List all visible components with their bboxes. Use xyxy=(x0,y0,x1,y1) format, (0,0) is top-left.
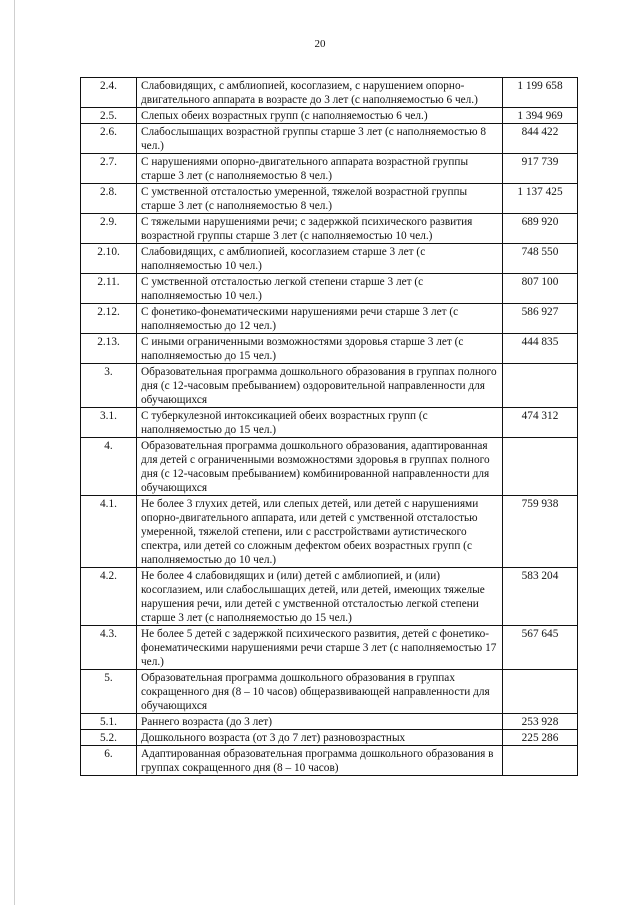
row-number: 2.10. xyxy=(81,244,137,274)
row-number: 2.9. xyxy=(81,214,137,244)
row-value: 1 199 658 xyxy=(503,78,578,108)
scan-edge-line xyxy=(14,0,15,905)
table-row xyxy=(81,626,578,670)
row-value: 586 927 xyxy=(503,304,578,334)
table-row xyxy=(81,124,578,154)
table-row xyxy=(81,438,578,496)
row-description: Слабовидящих, с амблиопией, косоглазием старше 3 лет (с наполняемостью 10 чел.) xyxy=(137,244,503,274)
table-row xyxy=(81,214,578,244)
table-row xyxy=(81,334,578,364)
row-number: 2.4. xyxy=(81,78,137,108)
row-number: 5. xyxy=(81,670,137,714)
row-number: 5.2. xyxy=(81,730,137,746)
row-number: 2.8. xyxy=(81,184,137,214)
row-description: С умственной отсталостью легкой степени старше 3 лет (с наполняемостью 10 чел.) xyxy=(137,274,503,304)
table-row xyxy=(81,730,578,746)
row-value: 253 928 xyxy=(503,714,578,730)
row-description: Не более 5 детей с задержкой психического развития, детей с фонетико-фонематическими нарушениями речи старше 3 лет (с наполняемостью 17 чел.) xyxy=(137,626,503,670)
row-description: Образовательная программа дошкольного образования в группах полного дня (с 12-часовым пребыванием) оздоровительной направленности для обучающихся xyxy=(137,364,503,408)
row-value: 225 286 xyxy=(503,730,578,746)
row-description: Слепых обеих возрастных групп (с наполняемостью 6 чел.) xyxy=(137,108,503,124)
row-description: С туберкулезной интоксикацией обеих возрастных групп (с наполняемостью до 15 чел.) xyxy=(137,408,503,438)
table-row xyxy=(81,244,578,274)
row-value: 759 938 xyxy=(503,496,578,568)
row-description: Не более 4 слабовидящих и (или) детей с амблиопией, и (или) косоглазием, или слабослышащих детей, или детей, имеющих тяжелые нарушения речи, или детей с умственной отсталостью легкой степени старше 3 лет (с наполняемостью до 15 чел.) xyxy=(137,568,503,626)
row-value: 444 835 xyxy=(503,334,578,364)
row-value xyxy=(503,746,578,776)
row-description: Образовательная программа дошкольного образования в группах сокращенного дня (8 – 10 часов) общеразвивающей направленности для обучающихся xyxy=(137,670,503,714)
row-number: 2.11. xyxy=(81,274,137,304)
row-number: 3.1. xyxy=(81,408,137,438)
row-value xyxy=(503,670,578,714)
row-description: Дошкольного возраста (от 3 до 7 лет) разновозрастных xyxy=(137,730,503,746)
table-row xyxy=(81,408,578,438)
table-row xyxy=(81,568,578,626)
row-number: 4. xyxy=(81,438,137,496)
row-description: Не более 3 глухих детей, или слепых детей, или детей с нарушениями опорно-двигательного аппарата, или детей с умственной отсталостью умеренной, тяжелой степени, или с расстройствами аутистического спектра, или детей со сложным дефектом обеих возрастных групп (с наполняемостью до 10 чел.) xyxy=(137,496,503,568)
row-number: 4.1. xyxy=(81,496,137,568)
row-value: 567 645 xyxy=(503,626,578,670)
row-value: 583 204 xyxy=(503,568,578,626)
row-value: 689 920 xyxy=(503,214,578,244)
row-description: Образовательная программа дошкольного образования, адаптированная для детей с ограниченными возможностями здоровья в группах полного дня (с 12-часовым пребыванием) комбинированной направленности для обучающихся xyxy=(137,438,503,496)
row-value: 474 312 xyxy=(503,408,578,438)
row-description: С умственной отсталостью умеренной, тяжелой возрастной группы старше 3 лет (с наполняемостью 8 чел.) xyxy=(137,184,503,214)
row-value: 807 100 xyxy=(503,274,578,304)
table-row xyxy=(81,496,578,568)
row-description: С тяжелыми нарушениями речи; с задержкой психического развития возрастной группы старше 3 лет (с наполняемостью 10 чел.) xyxy=(137,214,503,244)
table-row xyxy=(81,304,578,334)
page-number: 20 xyxy=(314,38,326,50)
table-row xyxy=(81,108,578,124)
row-number: 2.13. xyxy=(81,334,137,364)
row-number: 4.2. xyxy=(81,568,137,626)
table-row xyxy=(81,274,578,304)
row-value: 1 394 969 xyxy=(503,108,578,124)
row-value: 844 422 xyxy=(503,124,578,154)
row-description: Слабослышащих возрастной группы старше 3 лет (с наполняемостью 8 чел.) xyxy=(137,124,503,154)
row-value: 748 550 xyxy=(503,244,578,274)
row-number: 2.12. xyxy=(81,304,137,334)
row-value: 1 137 425 xyxy=(503,184,578,214)
row-description: С фонетико-фонематическими нарушениями речи старше 3 лет (с наполняемостью до 12 чел.) xyxy=(137,304,503,334)
row-number: 4.3. xyxy=(81,626,137,670)
row-description: С иными ограниченными возможностями здоровья старше 3 лет (с наполняемостью до 15 чел.) xyxy=(137,334,503,364)
table-row xyxy=(81,154,578,184)
table-row xyxy=(81,670,578,714)
row-number: 2.7. xyxy=(81,154,137,184)
row-number: 3. xyxy=(81,364,137,408)
row-value xyxy=(503,438,578,496)
table-row xyxy=(81,78,578,108)
row-value xyxy=(503,364,578,408)
table-row xyxy=(81,746,578,776)
table-row xyxy=(81,364,578,408)
row-value: 917 739 xyxy=(503,154,578,184)
row-number: 2.6. xyxy=(81,124,137,154)
table-row xyxy=(81,714,578,730)
row-number: 5.1. xyxy=(81,714,137,730)
row-number: 6. xyxy=(81,746,137,776)
cost-table xyxy=(80,77,578,776)
row-description: С нарушениями опорно-двигательного аппарата возрастной группы старше 3 лет (с наполняемостью 8 чел.) xyxy=(137,154,503,184)
row-number: 2.5. xyxy=(81,108,137,124)
cost-table-body xyxy=(81,78,578,776)
table-row xyxy=(81,184,578,214)
row-description: Раннего возраста (до 3 лет) xyxy=(137,714,503,730)
row-description: Адаптированная образовательная программа дошкольного образования в группах сокращенного дня (8 – 10 часов) xyxy=(137,746,503,776)
row-description: Слабовидящих, с амблиопией, косоглазием, с нарушением опорно-двигательного аппарата в возрасте до 3 лет (с наполняемостью 6 чел.) xyxy=(137,78,503,108)
